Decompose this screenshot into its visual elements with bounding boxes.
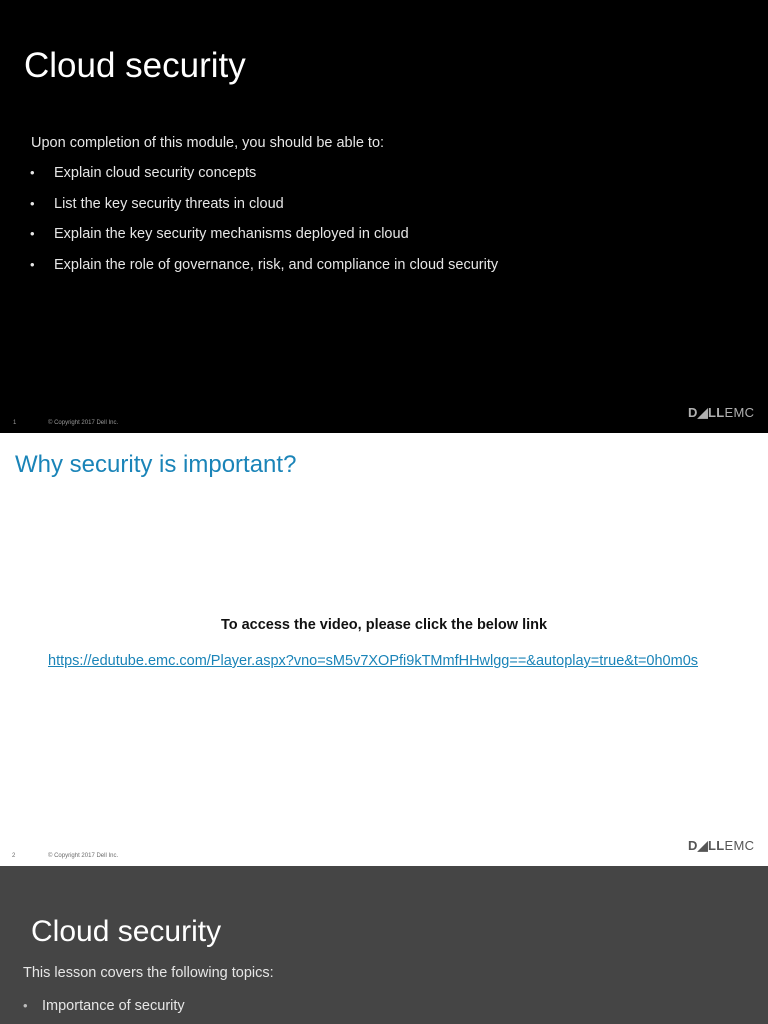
page-number: 1: [13, 420, 17, 426]
list-item: [30, 194, 498, 225]
bullet-icon: •: [23, 998, 28, 1013]
slide-intro: Upon completion of this module, you should be able to:: [31, 135, 385, 151]
video-link[interactable]: https://edutube.emc.com/Player.aspx?vno=sM5v7XOPfi9kTMmfHHwlgg==&autoplay=true&t=0h0m0s: [48, 653, 699, 669]
list-item-text: Explain the key security mechanisms deployed in cloud: [54, 226, 409, 243]
page-number: 2: [12, 853, 16, 859]
list-item: [30, 255, 498, 286]
list-item: [30, 224, 498, 255]
bullet-icon: •: [30, 165, 35, 180]
bullet-icon: •: [30, 257, 35, 273]
logo-emc-text: EMC: [724, 838, 755, 853]
bullet-icon: •: [30, 226, 35, 242]
slide-3: [0, 866, 768, 1024]
copyright-notice: © Copyright 2017 Dell Inc.: [48, 853, 119, 859]
dell-emc-logo: [688, 405, 754, 421]
slide-2: [0, 433, 768, 866]
list-item-text: Importance of security: [42, 998, 185, 1014]
slide-title: Why security is important?: [15, 451, 297, 478]
bullet-list: [30, 163, 498, 286]
slide-1: [0, 0, 768, 433]
list-item: [23, 996, 185, 1016]
list-item: [30, 163, 498, 194]
bullet-list: [23, 996, 185, 1016]
slide-title: Cloud security: [24, 46, 246, 85]
video-instruction: To access the video, please click the below link: [220, 617, 548, 633]
list-item-text: List the key security threats in cloud: [54, 195, 284, 212]
logo-dell-text: D◢LL: [688, 405, 725, 420]
list-item-text: Explain the role of governance, risk, and compliance in cloud security: [54, 257, 499, 274]
bullet-icon: •: [30, 195, 35, 211]
logo-dell-text: D◢LL: [688, 838, 725, 853]
dell-emc-logo: [688, 838, 754, 854]
list-item-text: Explain cloud security concepts: [54, 165, 257, 181]
slide-intro: This lesson covers the following topics:: [23, 965, 274, 981]
copyright-notice: © Copyright 2017 Dell Inc.: [48, 420, 119, 426]
logo-emc-text: EMC: [724, 405, 755, 420]
slide-title: Cloud security: [31, 915, 222, 948]
